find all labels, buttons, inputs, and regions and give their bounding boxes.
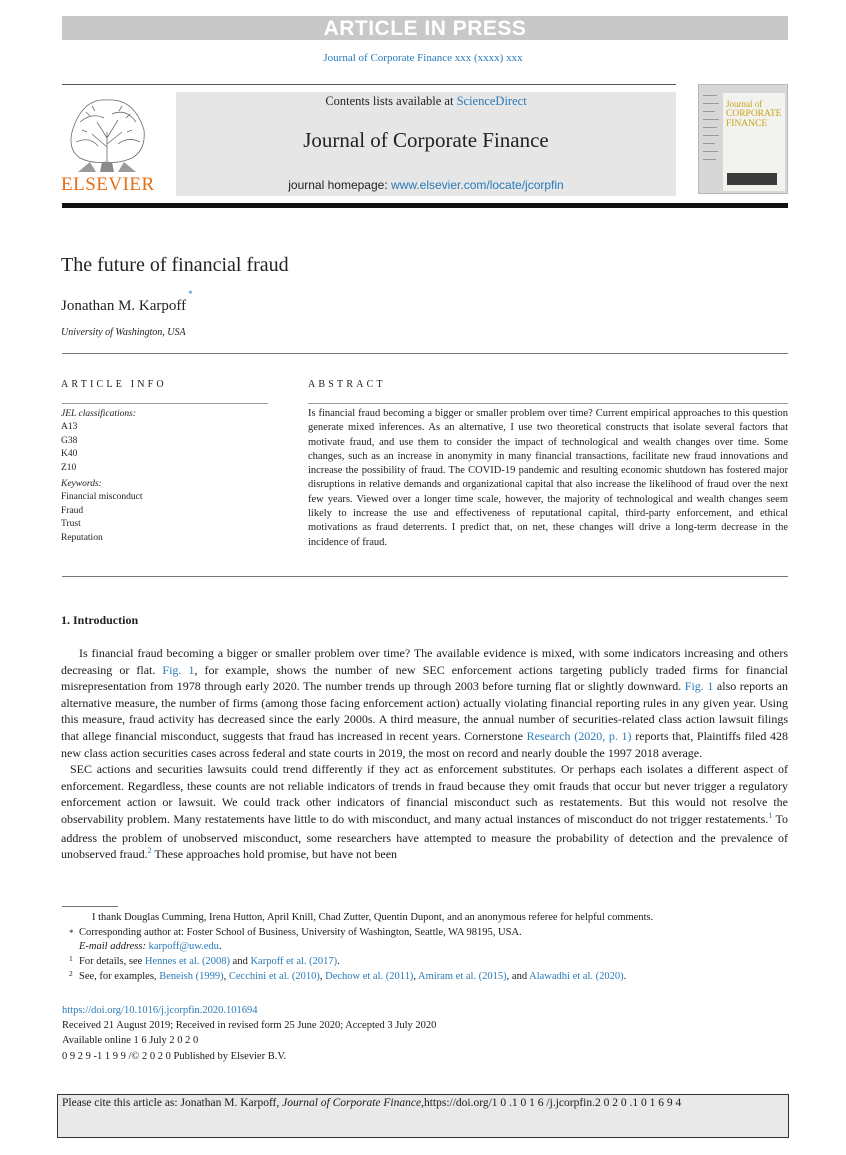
jel-code: Z10 <box>61 462 77 473</box>
cover-title: Journal of CORPORATE FINANCE <box>726 99 782 129</box>
acknowledgement-note: I thank Douglas Cumming, Irena Hutton, April Knill, Chad Zutter, Quentin Dupont, and an anonymous referee for helpful comments. <box>92 912 654 923</box>
keyword: Reputation <box>61 532 103 543</box>
header-heavy-rule <box>62 203 788 208</box>
abstract-heading: ABSTRACT <box>308 379 386 390</box>
reference-link[interactable]: Amiram et al. (2015) <box>418 970 507 982</box>
journal-reference-link[interactable]: Journal of Corporate Finance xxx (xxxx) xxx <box>323 52 523 64</box>
issn-copyright: 0 9 2 9 -1 1 9 9 /© 2 0 2 0 Published by Elsevier B.V. <box>62 1050 287 1062</box>
citation-box: Please cite this article as: Jonathan M. Karpoff, Journal of Corporate Finance,https://doi.org/1 0 .1 0 1 6 /j.jcorpfin.2 0 2 0 .1 0 1 6 9 4 <box>57 1094 789 1138</box>
footnote-rule <box>62 906 118 907</box>
article-info-heading: ARTICLE INFO <box>61 379 167 390</box>
email-note: E-mail address: karpoff@uw.edu. <box>79 941 222 953</box>
jel-code: K40 <box>61 449 78 460</box>
reference-link[interactable]: Research (2020, p. 1) <box>526 728 632 743</box>
paragraph: SEC actions and securities lawsuits could trend differently if they act as enforcement substitutes. Or perhaps each isolates a different aspect of enforcement. Regardless, these counts are not reliable indicators of trends in fraud because they omit frauds that occur but never trigger a regulatory enforcement action or lawsuit. We could track other indicators of financial misconduct such as restatements. But this would not resolve the observability problem. Many restatements have little to do with misconduct, and many actual instances of misconduct do not trigger restatements.$^1$ To address the problem of unobserved misconduct, some researchers have attempted to measure the probability of detection and the prevalence of unobserved fraud.$^2$ These approaches hold promise, but have not been <box>61 762 788 862</box>
doi-link[interactable]: https://doi.org/10.1016/j.jcorpfin.2020.101694 <box>62 1005 258 1016</box>
elsevier-wordmark: ELSEVIER <box>61 174 155 195</box>
reference-link[interactable]: Beneish (1999) <box>159 970 224 982</box>
introduction-body <box>61 645 788 865</box>
divider <box>62 353 788 354</box>
available-online: Available online 1 6 July 2 0 2 0 <box>62 1035 199 1047</box>
section-heading: 1. Introduction <box>61 613 139 627</box>
footnote-marker[interactable]: 2 <box>147 846 152 856</box>
journal-title: Journal of Corporate Finance <box>303 128 549 152</box>
reference-link[interactable]: Cecchini et al. (2010) <box>228 970 320 982</box>
article-info-list: JEL classifications: A13 G38 K40 Z10 Keywords: Financial misconduct Fraud Trust Reputation <box>61 408 143 545</box>
reference-link[interactable]: Dechow et al. (2011) <box>325 970 414 982</box>
footnote-2: 2 See, for examples, Beneish (1999), Cecchini et al. (2010), Dechow et al. (2011), Amiram et al. (2015), and Alawadhi et al. (2020). <box>69 968 627 982</box>
sciencedirect-link[interactable]: ScienceDirect <box>456 94 527 108</box>
citation-journal: Journal of Corporate Finance <box>282 1097 422 1109</box>
footnote-marker[interactable]: 1 <box>768 810 773 820</box>
abstract-text: Is financial fraud becoming a bigger or smaller problem over time? Current empirical approaches to this question generate mixed inferences. As an alternative, I use two theoretical constructs that isolate several factors that motivate fraud, and use them to consider the impact of technological and wealth changes over time. Some changes, such as an increase in anonymity in many financial transactions, facilitate new fraud innovations and increase the possibility of fraud. The COVID-19 pandemic and resulting economic shutdown has fostered major disruptions in relative demands and organizational capital that also increase the likelihood of fraud over the next few years. Viewed over a longer time scale, however, the majority of technological and wealth changes seem likely to increase the use and effectiveness of reputational capital, third-party enforcement, and ethical motivations as fraud deterrents. I predict that, on net, these changes will drive a long-term decrease in the incidence of fraud. <box>308 408 788 548</box>
email-link[interactable]: karpoff@uw.edu <box>148 941 219 953</box>
journal-homepage: journal homepage: www.elsevier.com/locate/jcorpfin <box>288 178 564 192</box>
reference-link[interactable]: Alawadhi et al. (2020) <box>529 970 624 982</box>
jel-code: G38 <box>61 435 78 446</box>
divider <box>62 576 788 577</box>
fig1-link[interactable]: Fig. 1 <box>162 662 195 677</box>
publication-info <box>62 1003 436 1064</box>
homepage-link[interactable]: www.elsevier.com/locate/jcorpfin <box>391 178 564 192</box>
author-name: Jonathan M. Karpoff <box>61 298 187 314</box>
keyword: Fraud <box>61 505 84 516</box>
fig1-link[interactable]: Fig. 1 <box>684 679 714 694</box>
reference-link[interactable]: Hennes et al. (2008) <box>144 956 231 968</box>
keyword: Trust <box>61 519 81 530</box>
corresponding-author-note: * Corresponding author at: Foster School of Business, University of Washington, Seattle, WA 98195, USA. <box>69 926 522 938</box>
journal-masthead <box>176 92 676 196</box>
keyword: Financial misconduct <box>61 492 143 503</box>
journal-cover-thumbnail <box>698 84 788 194</box>
reference-link[interactable]: Karpoff et al. (2017) <box>250 956 338 968</box>
jel-code: A13 <box>61 422 78 433</box>
contents-line: Contents lists available at ScienceDirect <box>325 94 527 108</box>
author-line <box>61 289 193 315</box>
footnote-1: 1 For details, see Hennes et al. (2008) and Karpoff et al. (2017). <box>69 954 340 968</box>
paragraph: Is financial fraud becoming a bigger or smaller problem over time? The available evidence is mixed, with some indicators increasing and others decreasing or flat. Fig. 1, for example, shows the number of new SEC enforcement actions targeting publicly traded firms for financial misrepresentation from 1978 through early 2020. The number trends up through 2003 before turning flat or slightly downward. Fig. 1 also reports an alternative measure, the number of firms (among those facing enforcement action) actually violating financial reporting rules in any given year. Using this measure, fraud activity has decreased since the early 2000s. A third measure, the annual number of securities-related class action lawsuit filings that allege financial misconduct, suggests that fraud has increased in recent years. Cornerstone Research (2020, p. 1) reports that, Plaintiffs filed 428 new class action securities cases across federal and state courts in 2019, the most on record and nearly double the 1997 2018 average. <box>61 646 789 760</box>
received-dates: Received 21 August 2019; Received in revised form 25 June 2020; Accepted 3 July 2020 <box>62 1020 437 1032</box>
footnotes <box>62 911 788 985</box>
author-affiliation: University of Washington, USA <box>61 327 186 338</box>
divider <box>308 403 788 404</box>
divider <box>62 403 268 404</box>
article-title: The future of financial fraud <box>61 254 289 276</box>
citation-doi: ,https://doi.org/1 0 .1 0 1 6 /j.jcorpfin.2 0 2 0 .1 0 1 6 9 4 <box>421 1097 682 1109</box>
top-rule <box>62 84 676 85</box>
author-footnote-marker[interactable]: * <box>188 289 193 299</box>
article-in-press-banner: ARTICLE IN PRESS <box>62 16 788 40</box>
